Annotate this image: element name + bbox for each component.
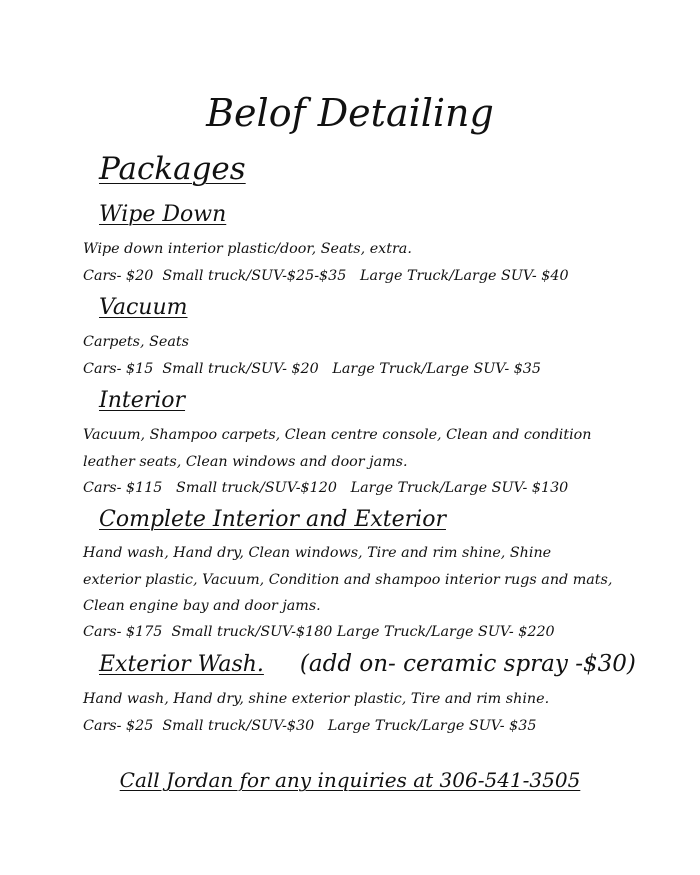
package-description-wipe-down: Wipe down interior plastic/door, Seats, extra. [83, 241, 412, 257]
package-prices-vacuum: Cars- $15 Small truck/SUV- $20 Large Truck/Large SUV- $35 [83, 361, 541, 377]
package-heading-interior: Interior [99, 388, 186, 413]
package-prices-exterior-wash: Cars- $25 Small truck/SUV-$30 Large Truck/Large SUV- $35 [83, 718, 537, 734]
package-prices-complete: Cars- $175 Small truck/SUV-$180 Large Truck/Large SUV- $220 [83, 624, 555, 640]
package-heading-wipe-down: Wipe Down [99, 202, 227, 227]
addon-ceramic-spray: (add on- ceramic spray -$30) [299, 651, 636, 677]
package-prices-interior: Cars- $115 Small truck/SUV-$120 Large Truck/Large SUV- $130 [83, 480, 569, 496]
package-name-exterior-wash: Exterior Wash. [99, 652, 264, 677]
package-description-complete: Hand wash, Hand dry, Clean windows, Tire and rim shine, Shine exterior plastic, Vacuum, Condition and shampoo interior rugs and mats, Clean engine bay and door jams. [83, 545, 613, 614]
business-title: Belof Detailing [206, 91, 494, 135]
package-description-interior: Vacuum, Shampoo carpets, Clean centre console, Clean and condition leather seats, Clean windows and door jams. [83, 427, 592, 470]
package-description-vacuum: Carpets, Seats [83, 334, 189, 350]
package-heading-complete: Complete Interior and Exterior [99, 507, 446, 532]
package-description-exterior-wash: Hand wash, Hand dry, shine exterior plastic, Tire and rim shine. [83, 691, 550, 707]
contact-line: Call Jordan for any inquiries at 306-541-3505 [119, 768, 581, 792]
packages-heading: Packages [99, 151, 246, 187]
package-heading-exterior-wash [99, 649, 636, 680]
package-heading-vacuum: Vacuum [99, 295, 188, 320]
package-prices-wipe-down: Cars- $20 Small truck/SUV-$25-$35 Large Truck/Large SUV- $40 [83, 268, 569, 284]
